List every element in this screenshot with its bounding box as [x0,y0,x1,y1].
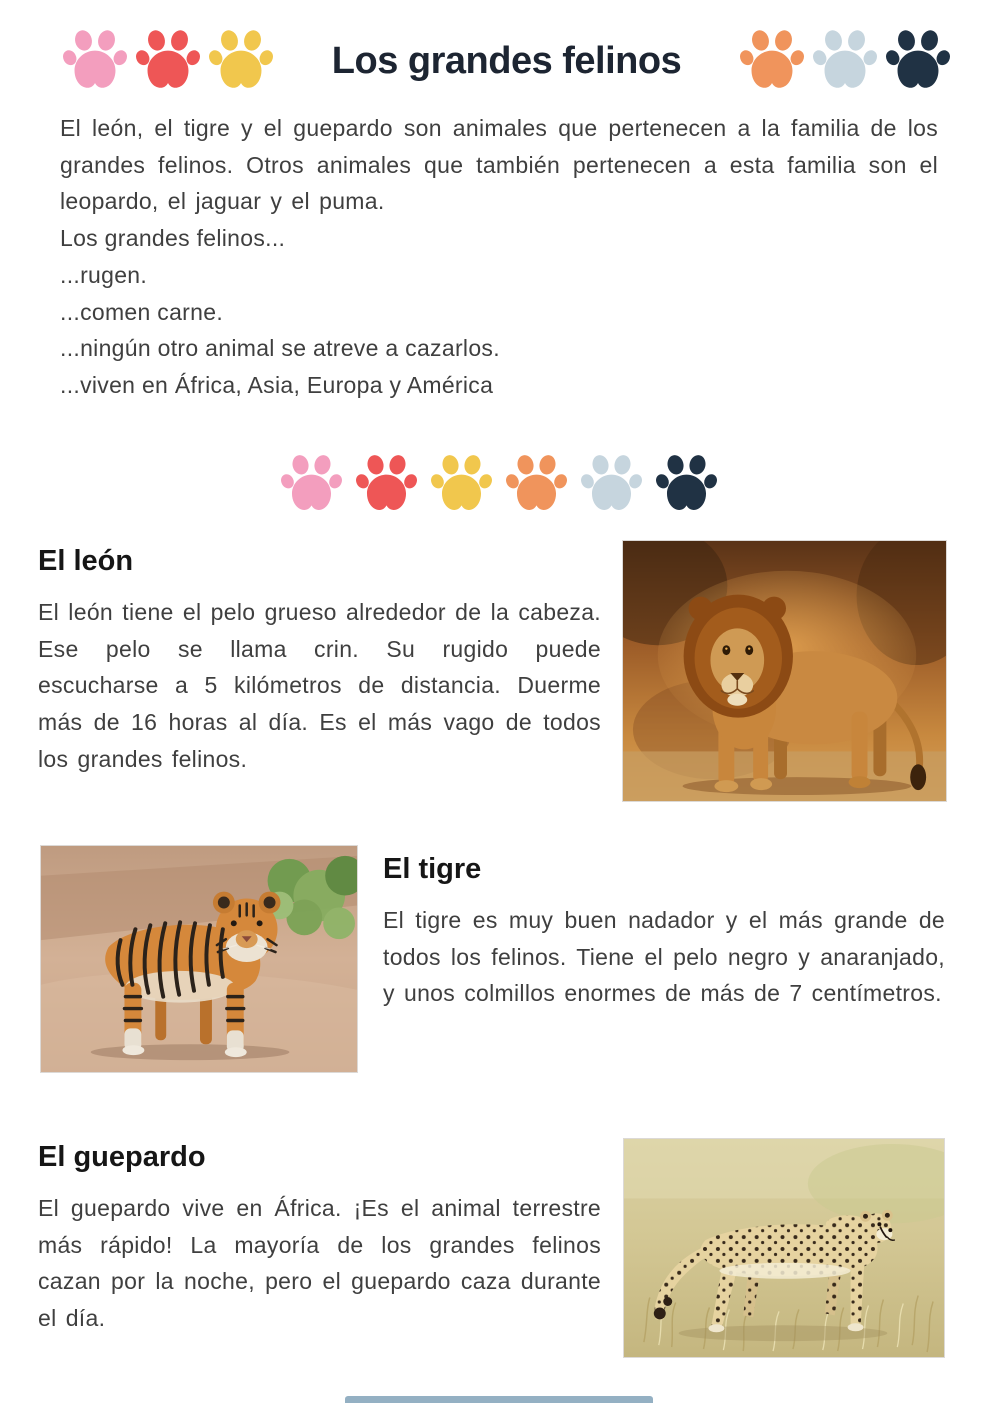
cheetah-photo [623,1138,945,1358]
guepardo-paragraph: El guepardo vive en África. ¡Es el animal terrestre más rápido! La mayoría de los grandes felinos cazan por la noche, pero el guepardo caza durante el día. [38,1195,601,1332]
paw-icon [886,27,950,91]
lion-photo-illustration [622,540,947,802]
intro-list-item: ...ningún otro animal se atreve a cazarlos. [60,335,500,362]
lion-photo [622,540,947,802]
intro-list-item: ...comen carne. [60,298,224,325]
paw-icon [209,27,273,91]
leon-paragraph: El león tiene el pelo grueso alrededor de la cabeza. Ese pelo se llama crin. Su rugido puede escucharse a 5 kilómetros de distancia. Duerme más de 16 horas al día. Es el más vago de todos los grandes felinos. [38,599,601,772]
cheetah-photo-illustration [623,1138,945,1358]
paw-icon [136,27,200,91]
intro-paragraph: El león, el tigre y el guepardo son animales que pertenecen a la familia de los grandes felinos. Otros animales que también pertenecen a esta familia son el leopardo, el jaguar y el puma. [60,115,938,215]
section-heading-leon: El león [38,545,134,577]
header-paws-right [740,27,950,91]
paw-icon [813,27,877,91]
intro-block [60,110,938,404]
paw-icon [281,452,342,513]
paw-icon [581,452,642,513]
section-heading-tigre: El tigre [383,853,482,885]
tiger-photo [40,845,358,1073]
tiger-photo-illustration [40,845,358,1073]
paw-divider-row [281,452,717,513]
tigre-paragraph: El tigre es muy buen nadador y el más grande de todos los felinos. Tiene el pelo negro y anaranjado, y unos colmillos enormes de más de 7 centímetros. [383,907,945,1007]
intro-lead-line: Los grandes felinos... [60,225,286,252]
paw-icon [656,452,717,513]
intro-list-item: ...viven en África, Asia, Europa y América [60,371,494,398]
paw-icon [506,452,567,513]
intro-list-item: ...rugen. [60,261,148,288]
paw-icon [356,452,417,513]
cut-off-bottom-element [345,1396,653,1403]
paw-icon [740,27,804,91]
paw-icon [431,452,492,513]
paw-icon [63,27,127,91]
header-paws-left [63,27,273,91]
section-heading-guepardo: El guepardo [38,1141,206,1173]
page-title: Los grandes felinos [331,40,682,82]
